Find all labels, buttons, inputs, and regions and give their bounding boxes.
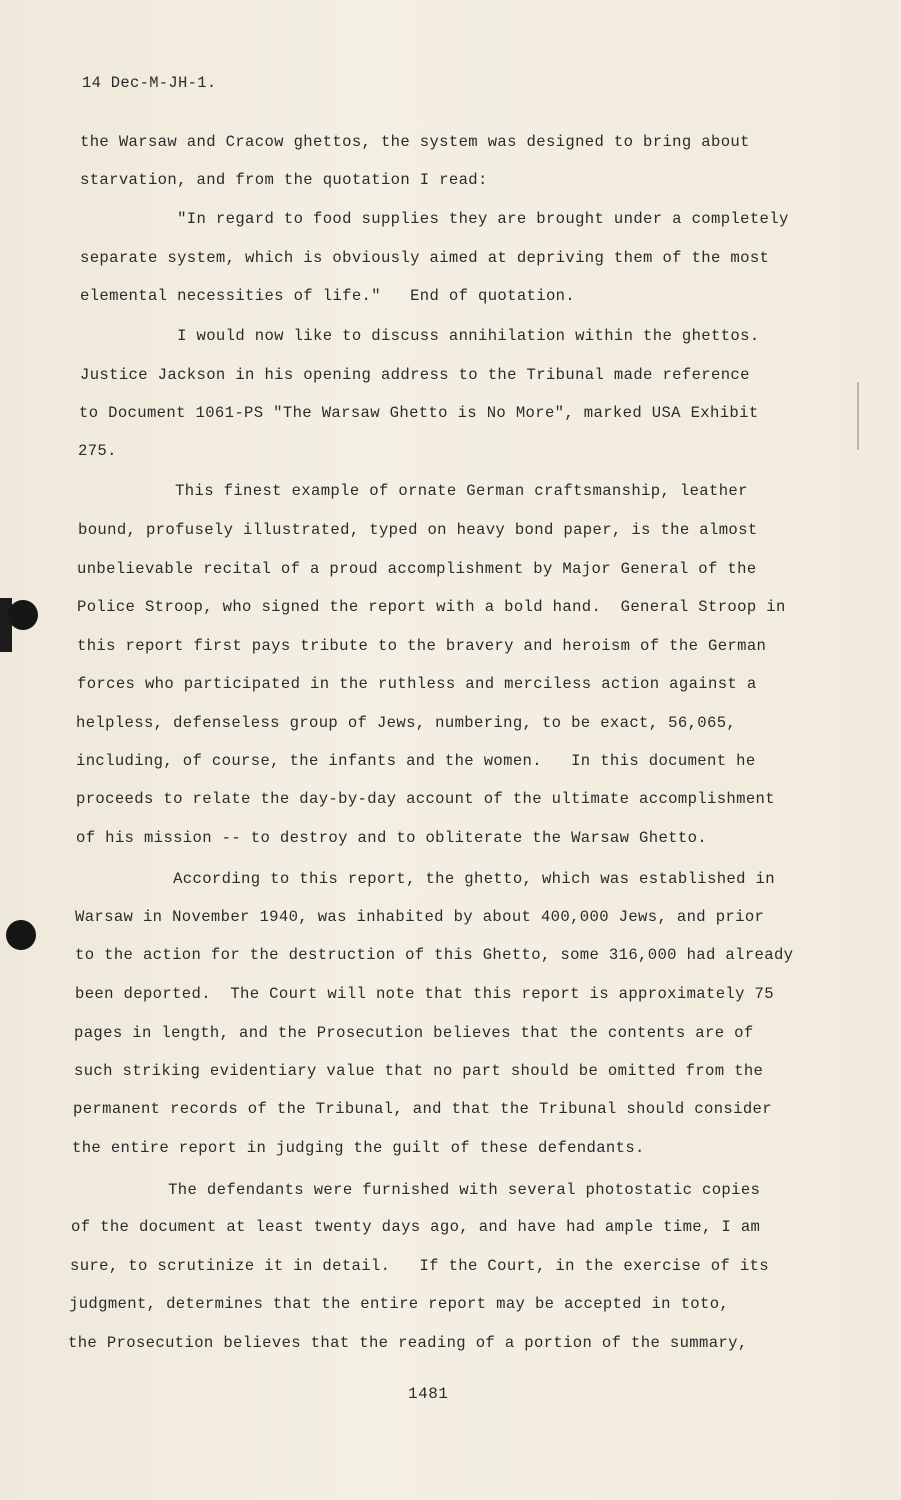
- punch-hole-bottom: [6, 920, 36, 950]
- body-line-17: including, of course, the infants and the women. In this document he: [76, 752, 756, 770]
- body-line-13: Police Stroop, who signed the report with a bold hand. General Stroop in: [77, 598, 786, 616]
- body-line-14: this report first pays tribute to the bravery and heroism of the German: [77, 637, 767, 655]
- body-line-16: helpless, defenseless group of Jews, numbering, to be exact, 56,065,: [76, 714, 737, 732]
- body-line-32: the Prosecution believes that the reading of a portion of the summary,: [68, 1334, 748, 1352]
- body-line-25: such striking evidentiary value that no part should be omitted from the: [74, 1062, 764, 1080]
- body-line-11: bound, profusely illustrated, typed on heavy bond paper, is the almost: [78, 521, 758, 539]
- page-number: 1481: [408, 1385, 449, 1403]
- body-line-21: Warsaw in November 1940, was inhabited by about 400,000 Jews, and prior: [75, 908, 765, 926]
- body-line-22: to the action for the destruction of this Ghetto, some 316,000 had already: [75, 946, 794, 964]
- body-line-23: been deported. The Court will note that this report is approximately 75: [75, 985, 774, 1003]
- body-line-28: The defendants were furnished with several photostatic copies: [71, 1181, 761, 1199]
- body-line-9: 275.: [78, 442, 117, 460]
- body-line-15: forces who participated in the ruthless and merciless action against a: [77, 675, 757, 693]
- body-line-27: the entire report in judging the guilt of these defendants.: [72, 1139, 645, 1157]
- body-line-26: permanent records of the Tribunal, and that the Tribunal should consider: [73, 1100, 772, 1118]
- body-line-2: starvation, and from the quotation I read:: [80, 171, 488, 189]
- document-header-code: 14 Dec-M-JH-1.: [82, 74, 217, 92]
- body-line-3: "In regard to food supplies they are brought under a completely: [80, 210, 789, 228]
- page-edge-mark: [857, 382, 859, 450]
- body-line-24: pages in length, and the Prosecution believes that the contents are of: [74, 1024, 754, 1042]
- body-line-19: of his mission -- to destroy and to obliterate the Warsaw Ghetto.: [76, 829, 708, 847]
- body-line-29: of the document at least twenty days ago, and have had ample time, I am: [71, 1218, 761, 1236]
- body-line-10: This finest example of ornate German craftsmanship, leather: [78, 482, 748, 500]
- body-line-5: elemental necessities of life." End of quotation.: [80, 287, 576, 305]
- body-line-12: unbelievable recital of a proud accomplishment by Major General of the: [77, 560, 757, 578]
- punch-hole-top: [8, 600, 38, 630]
- body-line-18: proceeds to relate the day-by-day account of the ultimate accomplishment: [76, 790, 775, 808]
- body-line-30: sure, to scrutinize it in detail. If the Court, in the exercise of its: [70, 1257, 769, 1275]
- body-line-7: Justice Jackson in his opening address to the Tribunal made reference: [80, 366, 750, 384]
- body-line-4: separate system, which is obviously aimed at depriving them of the most: [80, 249, 770, 267]
- body-line-8: to Document 1061-PS "The Warsaw Ghetto is No More", marked USA Exhibit: [79, 404, 759, 422]
- body-line-20: According to this report, the ghetto, which was established in: [76, 870, 775, 888]
- body-line-1: the Warsaw and Cracow ghettos, the system was designed to bring about: [80, 133, 750, 151]
- body-line-31: judgment, determines that the entire report may be accepted in toto,: [69, 1295, 730, 1313]
- body-line-6: I would now like to discuss annihilation within the ghettos.: [80, 327, 760, 345]
